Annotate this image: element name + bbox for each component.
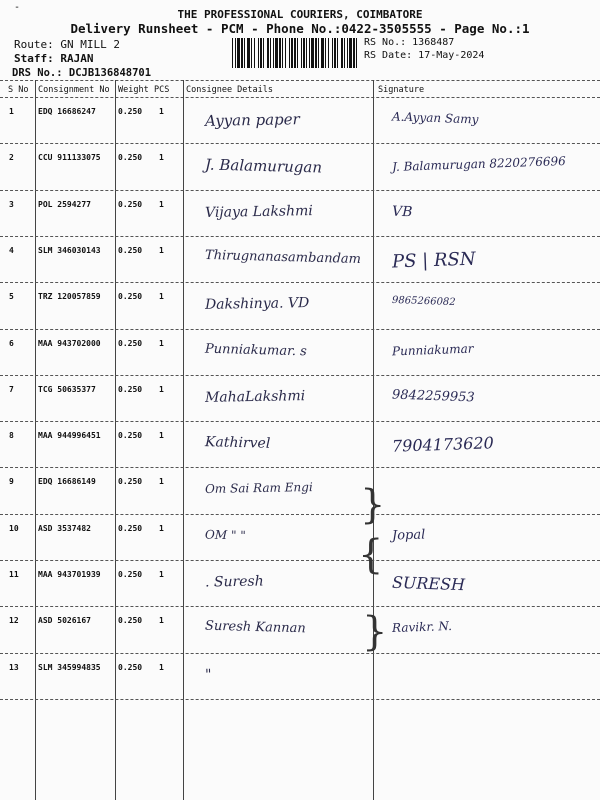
col-header-sno: S No bbox=[8, 85, 29, 95]
barcode-bar bbox=[353, 38, 355, 68]
row-signature: Jopal bbox=[391, 527, 426, 544]
row-separator bbox=[0, 560, 600, 561]
barcode-bar bbox=[309, 38, 310, 68]
row-weight: 0.250 bbox=[118, 107, 143, 116]
barcode-bar bbox=[297, 38, 298, 68]
row-separator bbox=[0, 329, 600, 330]
col-header-consignment: Consignment No bbox=[38, 85, 110, 95]
row-consignee: Ayyan paper bbox=[204, 110, 300, 130]
barcode-bar bbox=[325, 38, 326, 68]
row-consignment-no: ASD 3537482 bbox=[38, 523, 91, 533]
barcode-bar bbox=[254, 38, 255, 68]
row-consignment-no: TRZ 120057859 bbox=[38, 292, 101, 302]
row-pcs: 1 bbox=[159, 245, 164, 255]
col-header-signature: Signature bbox=[378, 85, 425, 95]
row-consignee: Vijaya Lakshmi bbox=[204, 202, 313, 221]
barcode-bar bbox=[347, 38, 348, 68]
barcode-bar bbox=[282, 38, 283, 68]
barcode-bar bbox=[279, 38, 281, 68]
barcode-bar bbox=[337, 38, 338, 68]
row-consignment-no: MAA 943702000 bbox=[38, 338, 101, 348]
row-separator bbox=[0, 190, 600, 191]
barcode-bar bbox=[232, 38, 233, 68]
barcode-bar bbox=[247, 38, 250, 68]
brace-mark: } bbox=[362, 609, 388, 655]
row-signature: 7904173620 bbox=[391, 433, 495, 456]
brace-mark: } bbox=[360, 482, 386, 528]
barcode-bar bbox=[328, 38, 329, 68]
barcode-bar bbox=[267, 38, 269, 68]
row-consignee: . Suresh bbox=[204, 573, 264, 591]
row-consignment-no: EDQ 16686247 bbox=[38, 107, 96, 116]
col-header-weight: Weight bbox=[118, 85, 149, 95]
row-separator bbox=[0, 467, 600, 468]
row-consignee: Suresh Kannan bbox=[204, 618, 306, 637]
barcode-bar bbox=[318, 38, 319, 68]
row-signature: 9865266082 bbox=[391, 295, 456, 309]
row-weight: 0.250 bbox=[118, 431, 143, 441]
col-header-consignee: Consignee Details bbox=[186, 85, 273, 95]
row-pcs: 1 bbox=[159, 199, 164, 209]
row-consignee: Dakshinya. VD bbox=[204, 295, 310, 314]
runsheet-title: Delivery Runsheet - PCM - Phone No.:0422-3505555 - Page No.:1 bbox=[70, 21, 530, 36]
rs-date: RS Date: 17-May-2024 bbox=[364, 50, 485, 61]
row-sno: 9 bbox=[9, 477, 14, 487]
company-name: THE PROFESSIONAL COURIERS, COIMBATORE bbox=[177, 8, 423, 21]
row-separator bbox=[0, 699, 600, 700]
row-pcs: 1 bbox=[159, 107, 164, 116]
row-signature: Punniakumar bbox=[391, 341, 474, 358]
row-weight: 0.250 bbox=[118, 153, 143, 163]
row-pcs: 1 bbox=[159, 431, 164, 441]
row-signature: PS | RSN bbox=[391, 248, 476, 273]
row-separator bbox=[0, 282, 600, 283]
barcode-bar bbox=[315, 38, 317, 68]
barcode-bar bbox=[291, 38, 293, 68]
barcode-bar bbox=[306, 38, 307, 68]
barcode-bar bbox=[275, 38, 278, 68]
row-signature: 9842259953 bbox=[391, 387, 475, 406]
row-weight: 0.250 bbox=[118, 523, 143, 533]
barcode-bar bbox=[237, 38, 240, 68]
barcode-bar bbox=[356, 38, 357, 68]
col-divider bbox=[35, 80, 36, 800]
row-weight: 0.250 bbox=[118, 477, 143, 487]
row-consignee: MahaLakshmi bbox=[204, 387, 306, 406]
row-separator bbox=[0, 653, 600, 654]
row-consignment-no: SLM 346030143 bbox=[38, 245, 101, 255]
row-consignee: " bbox=[204, 666, 212, 683]
row-pcs: 1 bbox=[159, 338, 164, 348]
row-pcs: 1 bbox=[159, 662, 164, 672]
barcode-bar bbox=[273, 38, 274, 68]
barcode-bar bbox=[301, 38, 302, 68]
barcode-bar bbox=[270, 38, 271, 68]
barcode-bar bbox=[289, 38, 290, 68]
row-pcs: 1 bbox=[159, 570, 164, 579]
barcode-bar bbox=[244, 38, 245, 68]
row-sno: 6 bbox=[9, 338, 14, 348]
barcode-bar bbox=[334, 38, 336, 68]
table-header-rule bbox=[0, 97, 600, 98]
row-weight: 0.250 bbox=[118, 570, 143, 579]
row-consignment-no: EDQ 16686149 bbox=[38, 477, 96, 487]
row-sno: 2 bbox=[9, 153, 14, 163]
barcode-image bbox=[232, 38, 358, 68]
row-consignment-no: POL 2594277 bbox=[38, 199, 91, 209]
brace-mark: { bbox=[358, 532, 384, 578]
row-signature: SURESH bbox=[391, 572, 466, 595]
row-sno: 1 bbox=[9, 107, 14, 116]
barcode-bar bbox=[321, 38, 324, 68]
row-signature: J. Balamurugan 8220276696 bbox=[391, 154, 566, 175]
barcode-bar bbox=[311, 38, 314, 68]
row-consignment-no: CCU 911133075 bbox=[38, 153, 101, 163]
row-consignment-no: SLM 345994835 bbox=[38, 662, 101, 672]
barcode-bar bbox=[349, 38, 352, 68]
row-separator bbox=[0, 143, 600, 144]
row-sno: 7 bbox=[9, 384, 14, 394]
row-pcs: 1 bbox=[159, 153, 164, 163]
table-top-rule bbox=[0, 80, 600, 81]
row-sno: 12 bbox=[9, 616, 19, 626]
row-consignment-no: MAA 943701939 bbox=[38, 570, 101, 579]
row-pcs: 1 bbox=[159, 292, 164, 302]
row-signature: VB bbox=[391, 203, 413, 220]
rs-number: RS No.: 1368487 bbox=[364, 37, 455, 48]
row-separator bbox=[0, 514, 600, 515]
row-consignee: Punniakumar. s bbox=[204, 341, 308, 359]
row-sno: 13 bbox=[9, 662, 19, 672]
row-consignee: OM " " bbox=[204, 527, 246, 543]
col-divider bbox=[115, 80, 116, 800]
barcode-bar bbox=[344, 38, 345, 68]
barcode-bar bbox=[251, 38, 252, 68]
row-pcs: 1 bbox=[159, 384, 164, 394]
row-weight: 0.250 bbox=[118, 199, 143, 209]
corner-mark: - bbox=[14, 2, 21, 13]
row-consignee: J. Balamurugan bbox=[204, 155, 323, 177]
row-signature: Ravikr. N. bbox=[391, 619, 453, 636]
row-weight: 0.250 bbox=[118, 662, 143, 672]
row-sno: 3 bbox=[9, 199, 14, 209]
row-consignment-no: TCG 50635377 bbox=[38, 384, 96, 394]
row-consignee: Kathirvel bbox=[204, 434, 271, 452]
barcode-bar bbox=[263, 38, 264, 68]
barcode-bar bbox=[258, 38, 259, 68]
row-signature: A.Ayyan Samy bbox=[391, 109, 479, 127]
row-consignment-no: MAA 944996451 bbox=[38, 431, 101, 441]
barcode-bar bbox=[294, 38, 296, 68]
barcode-bar bbox=[341, 38, 343, 68]
col-divider bbox=[183, 80, 184, 800]
barcode-bar bbox=[241, 38, 243, 68]
barcode-bar bbox=[260, 38, 262, 68]
row-separator bbox=[0, 236, 600, 237]
route-label: Route: GN MILL 2 bbox=[14, 38, 120, 51]
row-weight: 0.250 bbox=[118, 384, 143, 394]
row-sno: 10 bbox=[9, 523, 19, 533]
drs-number: DRS No.: DCJB136848701 bbox=[12, 67, 152, 79]
row-sno: 11 bbox=[9, 570, 19, 579]
row-pcs: 1 bbox=[159, 477, 164, 487]
row-separator bbox=[0, 606, 600, 607]
row-weight: 0.250 bbox=[118, 245, 143, 255]
col-header-pcs: PCS bbox=[154, 85, 170, 95]
barcode-bar bbox=[285, 38, 286, 68]
row-pcs: 1 bbox=[159, 616, 164, 626]
row-pcs: 1 bbox=[159, 523, 164, 533]
row-consignee: Thirugnanasambandam bbox=[204, 247, 362, 267]
row-sno: 5 bbox=[9, 292, 14, 302]
row-consignment-no: ASD 5026167 bbox=[38, 616, 91, 626]
row-sno: 4 bbox=[9, 245, 14, 255]
col-divider bbox=[373, 80, 374, 800]
row-weight: 0.250 bbox=[118, 292, 143, 302]
row-consignee: Om Sai Ram Engi bbox=[204, 480, 313, 497]
barcode-bar bbox=[303, 38, 305, 68]
row-sno: 8 bbox=[9, 431, 14, 441]
row-weight: 0.250 bbox=[118, 616, 143, 626]
barcode-bar bbox=[235, 38, 236, 68]
row-separator bbox=[0, 421, 600, 422]
staff-label: Staff: RAJAN bbox=[14, 52, 94, 65]
barcode-bar bbox=[332, 38, 333, 68]
row-separator bbox=[0, 375, 600, 376]
row-weight: 0.250 bbox=[118, 338, 143, 348]
